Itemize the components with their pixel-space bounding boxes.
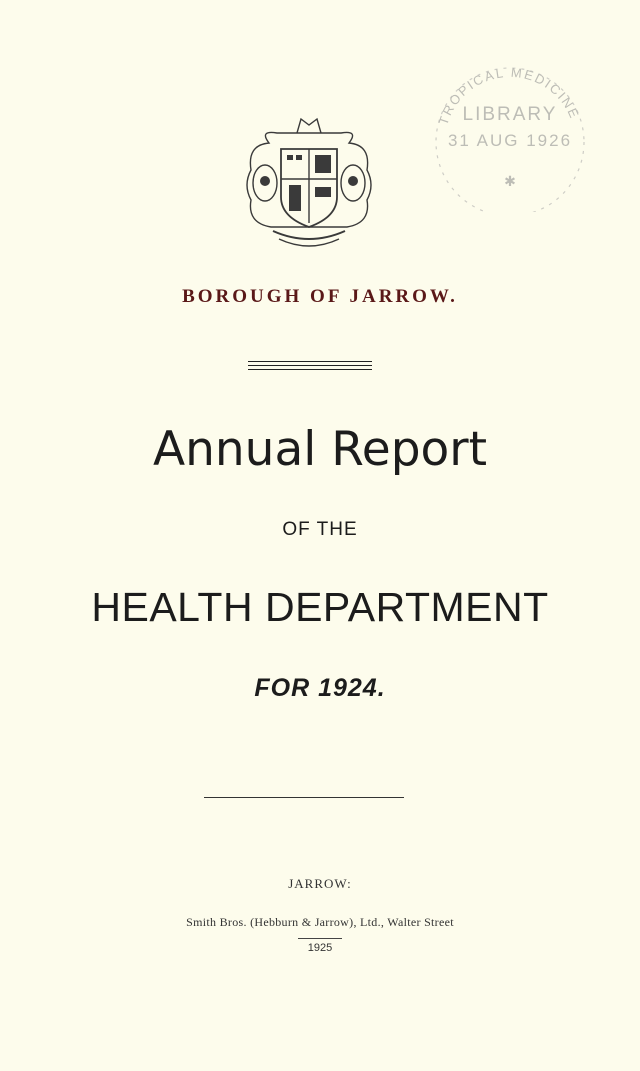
stamp-library-text: LIBRARY bbox=[462, 104, 558, 125]
imprint-year: 1925 bbox=[307, 942, 333, 954]
borough-title: BOROUGH OF JARROW. bbox=[182, 286, 458, 307]
imprint-place: JARROW: bbox=[288, 876, 352, 891]
library-stamp bbox=[425, 62, 595, 212]
of-the-label: OF THE bbox=[282, 519, 358, 540]
stamp-date-text: 31 AUG 1926 bbox=[447, 131, 573, 150]
report-year: FOR 1924. bbox=[254, 674, 386, 702]
department-title: HEALTH DEPARTMENT bbox=[91, 584, 549, 630]
coat-of-arms-icon bbox=[239, 115, 379, 255]
stamp-arc-text: TROPICAL MEDICINE bbox=[435, 64, 583, 127]
imprint-divider bbox=[298, 938, 342, 939]
report-title: Annual Report bbox=[152, 422, 488, 477]
triple-rule-divider bbox=[248, 361, 372, 371]
imprint-printer: Smith Bros. (Hebburn & Jarrow), Ltd., Walter Street bbox=[186, 915, 454, 929]
section-divider bbox=[204, 797, 404, 798]
stamp-star-icon: ✱ bbox=[504, 173, 516, 189]
